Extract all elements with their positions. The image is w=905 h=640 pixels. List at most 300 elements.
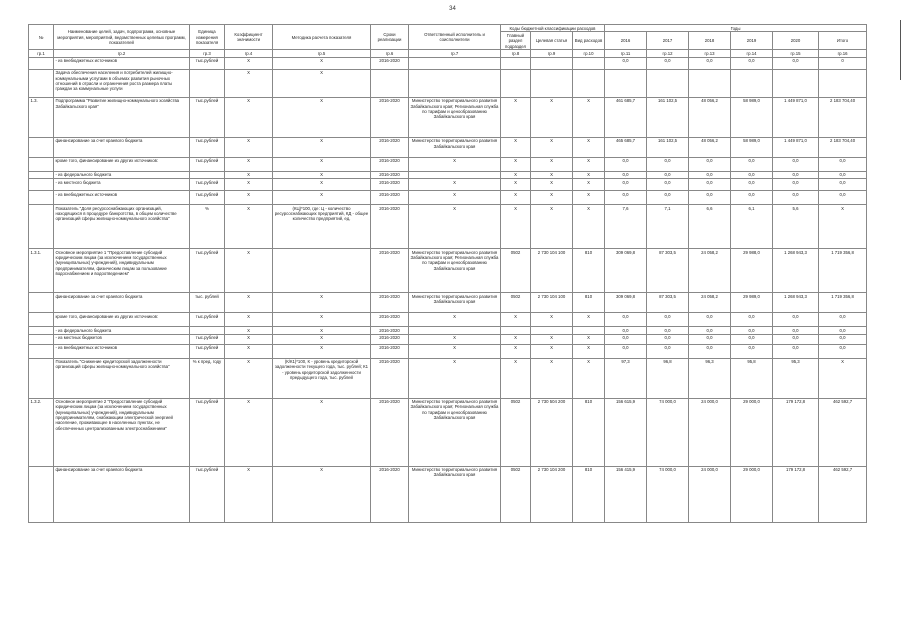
- row-expense-code: X: [573, 157, 605, 171]
- row-expense-code: X: [573, 191, 605, 205]
- row-year-value: 58 989,0: [731, 137, 773, 157]
- row-method: X: [273, 344, 371, 358]
- row-year-value: 1 449 871,0: [773, 137, 819, 157]
- row-target-code: 2 730 504 200: [531, 398, 573, 466]
- row-coef: X: [225, 466, 273, 522]
- row-year-value: 161 102,5: [647, 137, 689, 157]
- row-method: X: [273, 327, 371, 334]
- row-year-value: 74 000,0: [647, 466, 689, 522]
- row-coef: X: [225, 171, 273, 178]
- col-year-2018: 2018: [689, 32, 731, 50]
- table-row: [29, 313, 867, 327]
- col-unit: Единица измерения показателя: [190, 25, 225, 50]
- row-responsible: Министерство территориального развития Забайкальского края; Региональная служба по тарифам и ценообразованию Забайкальского края: [409, 398, 501, 466]
- row-chief-code: X: [501, 191, 531, 205]
- row-name: Основное мероприятие 1 "Предоставление субсидий юридическим лицам (за исключением государственных (муниципальных) учреждений), индивидуальным предпринимателям, физическим лицам за пользование водоснабжением и водоотведением": [54, 249, 190, 293]
- row-year-value: 95,3: [773, 358, 819, 398]
- row-coef: X: [225, 57, 273, 69]
- row-year-value: 0,0: [647, 334, 689, 344]
- page-number: 34: [449, 6, 456, 12]
- table-row: [29, 327, 867, 334]
- row-total: 0: [819, 57, 867, 69]
- row-unit: тыс.рублей: [190, 249, 225, 293]
- row-number: [29, 171, 54, 178]
- row-year-value: 0,0: [689, 327, 731, 334]
- row-coef: X: [225, 179, 273, 191]
- row-name: - из внебюджетных источников: [54, 57, 190, 69]
- row-total: 2 183 704,40: [819, 137, 867, 157]
- row-responsible: X: [409, 157, 501, 171]
- row-target-code: X: [531, 97, 573, 137]
- row-year-value: 6,6: [689, 205, 731, 249]
- column-number: гр.5: [273, 50, 371, 57]
- row-expense-code: X: [573, 171, 605, 178]
- row-number: [29, 313, 54, 327]
- row-method: X: [273, 97, 371, 137]
- row-coef: X: [225, 137, 273, 157]
- row-year-value: 0,0: [605, 157, 647, 171]
- row-unit: тыс.рублей: [190, 191, 225, 205]
- row-number: [29, 69, 54, 97]
- row-expense-code: X: [573, 334, 605, 344]
- column-number: гр.4: [225, 50, 273, 57]
- row-year-value: 461 685,7: [605, 97, 647, 137]
- row-term: 2016-2020: [371, 179, 409, 191]
- row-term: 2016-2020: [371, 334, 409, 344]
- col-years: Годы: [605, 25, 867, 32]
- row-year-value: 0,0: [773, 179, 819, 191]
- row-number: [29, 293, 54, 313]
- row-target-code: X: [531, 313, 573, 327]
- col-year-2020: 2020: [773, 32, 819, 50]
- row-year-value: 0,0: [773, 313, 819, 327]
- row-responsible: [409, 57, 501, 69]
- row-year-value: [647, 69, 689, 97]
- row-target-code: 2 730 104 100: [531, 293, 573, 313]
- row-term: 2016-2020: [371, 398, 409, 466]
- row-year-value: 96,8: [647, 358, 689, 398]
- row-year-value: 0,0: [647, 191, 689, 205]
- row-year-value: 0,0: [731, 171, 773, 178]
- row-year-value: 96,3: [689, 358, 731, 398]
- row-name: - из внебюджетных источников: [54, 191, 190, 205]
- row-total: [819, 69, 867, 97]
- row-number: [29, 157, 54, 171]
- row-term: 2016-2020: [371, 171, 409, 178]
- row-number: 1.3.: [29, 97, 54, 137]
- row-name: финансирование за счет краевого бюджета: [54, 137, 190, 157]
- table-row: [29, 334, 867, 344]
- row-unit: тыс. рублей: [190, 293, 225, 313]
- row-total: 0,0: [819, 344, 867, 358]
- row-target-code: [531, 327, 573, 334]
- column-number: гр.11: [605, 50, 647, 57]
- row-coef: X: [225, 249, 273, 293]
- table-row: [29, 57, 867, 69]
- row-year-value: 0,0: [773, 171, 819, 178]
- row-name: финансирование за счет краевого бюджета: [54, 466, 190, 522]
- row-target-code: [531, 57, 573, 69]
- row-name: - из местного бюджета: [54, 179, 190, 191]
- row-name: Показатель "Доля ресурсоснабжающих организаций, находящихся в процедуре банкротства, в общем количестве организаций сферы жилищно-коммунального хозяйства": [54, 205, 190, 249]
- table-row: [29, 398, 867, 466]
- row-chief-code: [501, 327, 531, 334]
- row-year-value: 161 102,5: [647, 97, 689, 137]
- row-responsible: X: [409, 358, 501, 398]
- row-year-value: 24 000,0: [689, 466, 731, 522]
- row-coef: X: [225, 97, 273, 137]
- row-chief-code: 0502: [501, 466, 531, 522]
- row-name: - из внебюджетных источников: [54, 344, 190, 358]
- row-year-value: 0,0: [647, 157, 689, 171]
- col-responsible: Ответственный исполнитель и соисполнители: [409, 25, 501, 50]
- column-number: гр.12: [647, 50, 689, 57]
- row-unit: тыс.рублей: [190, 179, 225, 191]
- row-total: 0,0: [819, 179, 867, 191]
- row-responsible: X: [409, 313, 501, 327]
- row-year-value: [689, 69, 731, 97]
- row-target-code: X: [531, 179, 573, 191]
- row-responsible: X: [409, 179, 501, 191]
- row-number: 1.3.1.: [29, 249, 54, 293]
- row-chief-code: 0502: [501, 398, 531, 466]
- row-target-code: X: [531, 191, 573, 205]
- row-chief-code: X: [501, 97, 531, 137]
- row-year-value: 87 303,5: [647, 293, 689, 313]
- row-unit: [190, 327, 225, 334]
- column-numbers-row: [29, 50, 867, 57]
- row-number: [29, 179, 54, 191]
- row-coef: X: [225, 358, 273, 398]
- row-unit: [190, 171, 225, 178]
- row-chief-code: X: [501, 157, 531, 171]
- row-year-value: 48 056,2: [689, 137, 731, 157]
- table-row: [29, 179, 867, 191]
- row-year-value: 29 988,0: [731, 249, 773, 293]
- row-number: [29, 191, 54, 205]
- row-name: Основное мероприятие 2 "Предоставление субсидий юридическим лицам (за исключением государственных (муниципальных) учреждений), индивидуальным предпринимателям, снабжающим электрической энергией население, проживающее в населенных пунктах, не обеспеченных централизованным электроснабжением": [54, 398, 190, 466]
- row-year-value: 7,6: [605, 205, 647, 249]
- col-method: Методика расчета показателя: [273, 25, 371, 50]
- row-year-value: 0,0: [689, 334, 731, 344]
- row-year-value: 0,0: [731, 57, 773, 69]
- row-total: X: [819, 205, 867, 249]
- row-year-value: 0,0: [773, 344, 819, 358]
- row-chief-code: X: [501, 179, 531, 191]
- row-target-code: 2 730 104 100: [531, 249, 573, 293]
- row-unit: тыс.рублей: [190, 97, 225, 137]
- row-year-value: 7,1: [647, 205, 689, 249]
- table-row: [29, 157, 867, 171]
- row-responsible: Министерство территориального развития Забайкальского края: [409, 137, 501, 157]
- row-target-code: X: [531, 171, 573, 178]
- row-number: 1.3.2.: [29, 398, 54, 466]
- row-year-value: 0,0: [605, 344, 647, 358]
- table-row: [29, 171, 867, 178]
- row-year-value: 0,0: [731, 313, 773, 327]
- table-row: [29, 205, 867, 249]
- table-row: [29, 191, 867, 205]
- row-year-value: 0,0: [731, 157, 773, 171]
- table-row: [29, 293, 867, 313]
- row-expense-code: 810: [573, 293, 605, 313]
- row-target-code: 2 730 104 200: [531, 466, 573, 522]
- row-method: X: [273, 171, 371, 178]
- row-year-value: 0,0: [731, 334, 773, 344]
- row-responsible: Министерство территориального развития Забайкальского края: [409, 293, 501, 313]
- row-coef: X: [225, 157, 273, 171]
- row-year-value: 0,0: [647, 57, 689, 69]
- row-responsible: [409, 171, 501, 178]
- row-year-value: [773, 69, 819, 97]
- row-chief-code: X: [501, 334, 531, 344]
- row-year-value: 0,0: [731, 191, 773, 205]
- col-year-2019: 2019: [731, 32, 773, 50]
- row-coef: X: [225, 398, 273, 466]
- row-year-value: 1 268 943,3: [773, 293, 819, 313]
- row-chief-code: 0502: [501, 249, 531, 293]
- row-year-value: [731, 69, 773, 97]
- row-coef: X: [225, 205, 273, 249]
- row-unit: тыс.рублей: [190, 57, 225, 69]
- row-responsible: X: [409, 334, 501, 344]
- row-expense-code: X: [573, 205, 605, 249]
- row-name: кроме того, финансирование из других источников:: [54, 313, 190, 327]
- row-unit: [190, 69, 225, 97]
- row-responsible: X: [409, 191, 501, 205]
- row-coef: X: [225, 327, 273, 334]
- row-year-value: 0,0: [689, 344, 731, 358]
- row-year-value: 0,0: [731, 344, 773, 358]
- row-expense-code: X: [573, 137, 605, 157]
- row-method: X: [273, 313, 371, 327]
- row-target-code: X: [531, 344, 573, 358]
- table-row: [29, 358, 867, 398]
- row-term: 2016-2020: [371, 358, 409, 398]
- row-unit: % к пред. году: [190, 358, 225, 398]
- row-year-value: 0,0: [773, 334, 819, 344]
- row-year-value: 0,0: [647, 327, 689, 334]
- row-chief-code: X: [501, 205, 531, 249]
- row-term: 2016-2020: [371, 466, 409, 522]
- col-expense-type: Вид расходов: [573, 32, 605, 50]
- row-name: финансирование за счет краевого бюджета: [54, 293, 190, 313]
- row-expense-code: 810: [573, 466, 605, 522]
- row-number: [29, 327, 54, 334]
- row-year-value: 24 058,2: [689, 293, 731, 313]
- row-term: 2016-2020: [371, 157, 409, 171]
- col-chief: Главный раздел подраздел: [501, 32, 531, 50]
- row-name: - из местных бюджетов: [54, 334, 190, 344]
- row-number: [29, 205, 54, 249]
- row-year-value: 156 615,9: [605, 398, 647, 466]
- row-term: 2016-2020: [371, 313, 409, 327]
- row-coef: X: [225, 69, 273, 97]
- col-no: №: [29, 25, 54, 50]
- column-number: гр.16: [819, 50, 867, 57]
- row-year-value: 0,0: [689, 313, 731, 327]
- row-year-value: 0,0: [647, 313, 689, 327]
- row-year-value: 97,3: [605, 358, 647, 398]
- row-year-value: 24 000,0: [689, 398, 731, 466]
- row-coef: X: [225, 293, 273, 313]
- row-year-value: 48 056,2: [689, 97, 731, 137]
- row-name: Задача обеспечения населения и потребителей жилищно-коммунальными услугами в объемах развития рыночных отношений в отрасли и ограничения роста размера платы граждан за коммунальные услуги: [54, 69, 190, 97]
- row-method: X: [273, 398, 371, 466]
- row-responsible: Министерство территориального развития Забайкальского края; Региональная служба по тарифам и ценообразованию Забайкальского края: [409, 97, 501, 137]
- table-row: [29, 344, 867, 358]
- row-coef: X: [225, 313, 273, 327]
- row-term: 2016-2020: [371, 57, 409, 69]
- row-method: X: [273, 466, 371, 522]
- table-row: [29, 249, 867, 293]
- row-year-value: 0,0: [605, 179, 647, 191]
- column-number: гр.6: [371, 50, 409, 57]
- row-unit: %: [190, 205, 225, 249]
- row-unit: тыс.рублей: [190, 157, 225, 171]
- row-number: [29, 358, 54, 398]
- row-target-code: X: [531, 358, 573, 398]
- row-year-value: 0,0: [605, 334, 647, 344]
- row-year-value: 1 449 871,0: [773, 97, 819, 137]
- row-method: (КЦ)*100, где: Ц - количество ресурсоснабжающих предприятий, КД - общее количество предприятий, ед.: [273, 205, 371, 249]
- row-year-value: 0,0: [605, 327, 647, 334]
- row-year-value: 0,0: [605, 313, 647, 327]
- row-total: 1 719 356,8: [819, 249, 867, 293]
- row-year-value: 29 989,0: [731, 293, 773, 313]
- row-year-value: 179 172,8: [773, 466, 819, 522]
- row-term: 2016-2020: [371, 205, 409, 249]
- row-total: 0,0: [819, 313, 867, 327]
- column-number: гр.13: [689, 50, 731, 57]
- row-method: X: [273, 293, 371, 313]
- row-method: [273, 249, 371, 293]
- table-row: [29, 137, 867, 157]
- row-expense-code: X: [573, 97, 605, 137]
- row-year-value: 0,0: [605, 57, 647, 69]
- row-year-value: 309 069,8: [605, 249, 647, 293]
- column-number: гр.10: [573, 50, 605, 57]
- row-year-value: 29 000,0: [731, 398, 773, 466]
- row-total: 462 592,7: [819, 466, 867, 522]
- row-responsible: [409, 327, 501, 334]
- column-number: гр.9: [531, 50, 573, 57]
- row-number: [29, 334, 54, 344]
- row-target-code: [531, 69, 573, 97]
- row-year-value: 0,0: [689, 191, 731, 205]
- row-year-value: 0,0: [689, 179, 731, 191]
- row-total: 0,0: [819, 191, 867, 205]
- row-name: кроме того, финансирование из других источников:: [54, 157, 190, 171]
- row-year-value: [605, 69, 647, 97]
- row-year-value: 0,0: [605, 171, 647, 178]
- row-chief-code: 0502: [501, 293, 531, 313]
- row-expense-code: X: [573, 179, 605, 191]
- row-expense-code: [573, 69, 605, 97]
- row-coef: X: [225, 344, 273, 358]
- row-year-value: 0,0: [689, 57, 731, 69]
- row-year-value: 0,0: [647, 171, 689, 178]
- col-year-2016: 2016: [605, 32, 647, 50]
- column-number: гр.14: [731, 50, 773, 57]
- row-method: X: [273, 334, 371, 344]
- row-unit: тыс.рублей: [190, 334, 225, 344]
- row-year-value: 87 303,5: [647, 249, 689, 293]
- row-name: Показатель "Снижение кредиторской задолженности организаций сферы жилищно-коммунального хозяйства": [54, 358, 190, 398]
- row-chief-code: [501, 57, 531, 69]
- row-term: 2016-2020: [371, 137, 409, 157]
- scan-edge: [900, 20, 901, 80]
- row-year-value: 24 058,2: [689, 249, 731, 293]
- row-number: [29, 57, 54, 69]
- table-row: [29, 466, 867, 522]
- table-row: [29, 97, 867, 137]
- row-unit: тыс.рублей: [190, 466, 225, 522]
- row-method: X: [273, 191, 371, 205]
- col-target-item: Целевая статья: [531, 32, 573, 50]
- column-number: гр.15: [773, 50, 819, 57]
- row-year-value: 29 000,0: [731, 466, 773, 522]
- row-chief-code: X: [501, 358, 531, 398]
- row-term: 2016-2020: [371, 293, 409, 313]
- row-number: [29, 344, 54, 358]
- row-name: Подпрограмма "Развитие жилищно-коммунального хозяйства Забайкальского края": [54, 97, 190, 137]
- col-coef: Коэффициент значимости: [225, 25, 273, 50]
- row-target-code: X: [531, 205, 573, 249]
- row-responsible: Министерство территориального развития Забайкальского края: [409, 466, 501, 522]
- row-year-value: 0,0: [773, 191, 819, 205]
- column-number: гр.3: [190, 50, 225, 57]
- row-method: (К/К1)*100, К - уровень кредиторской задолженности текущего года, тыс. рублей; К1 - уровень кредиторской задолженности предыдущего года, тыс. рублей: [273, 358, 371, 398]
- row-expense-code: [573, 327, 605, 334]
- row-chief-code: X: [501, 344, 531, 358]
- row-total: 0,0: [819, 171, 867, 178]
- row-unit: тыс.рублей: [190, 398, 225, 466]
- row-total: 0,0: [819, 327, 867, 334]
- row-year-value: 179 172,8: [773, 398, 819, 466]
- column-number: гр.1: [29, 50, 54, 57]
- row-method: X: [273, 179, 371, 191]
- col-name: Наименование целей, задач, подпрограмм, основные мероприятия, мероприятий, ведомственных целевых программ, показателей: [54, 25, 190, 50]
- col-budget-codes: Коды бюджетной классификации расходов: [501, 25, 605, 32]
- row-method: X: [273, 69, 371, 97]
- row-responsible: [409, 69, 501, 97]
- row-chief-code: X: [501, 171, 531, 178]
- row-target-code: X: [531, 157, 573, 171]
- row-total: 0,0: [819, 157, 867, 171]
- row-term: [371, 69, 409, 97]
- row-unit: тыс.рублей: [190, 344, 225, 358]
- row-method: X: [273, 137, 371, 157]
- row-expense-code: X: [573, 344, 605, 358]
- row-responsible: X: [409, 205, 501, 249]
- col-term: Сроки реализации: [371, 25, 409, 50]
- row-year-value: 0,0: [689, 171, 731, 178]
- row-term: 2016-2020: [371, 191, 409, 205]
- table-body: [29, 57, 867, 522]
- row-total: 2 183 704,40: [819, 97, 867, 137]
- column-number: гр.7: [409, 50, 501, 57]
- row-target-code: X: [531, 334, 573, 344]
- row-year-value: 0,0: [731, 327, 773, 334]
- row-method: X: [273, 157, 371, 171]
- row-target-code: X: [531, 137, 573, 157]
- row-number: [29, 137, 54, 157]
- row-total: 462 592,7: [819, 398, 867, 466]
- row-coef: X: [225, 191, 273, 205]
- row-term: 2016-2020: [371, 327, 409, 334]
- row-year-value: 5,6: [773, 205, 819, 249]
